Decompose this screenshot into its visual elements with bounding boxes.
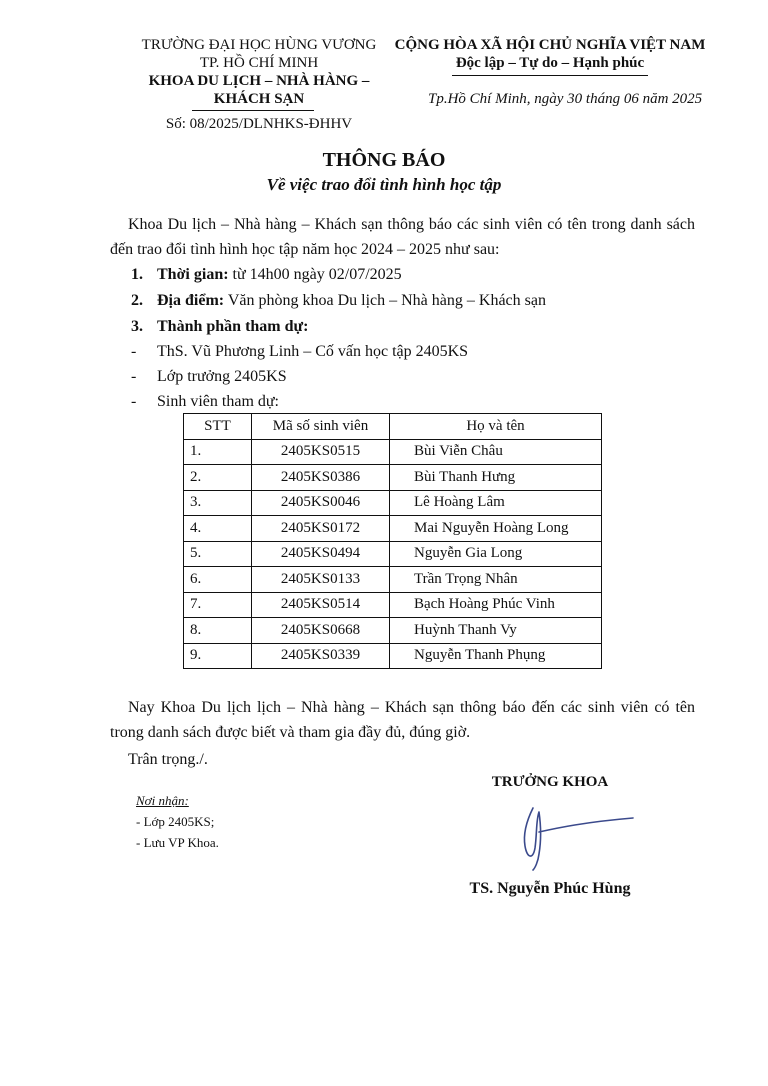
header-student-id: Mã số sinh viên xyxy=(252,414,390,440)
row-full-name: Bạch Hoàng Phúc Vinh xyxy=(390,592,602,618)
faculty-name-line1: KHOA DU LỊCH – NHÀ HÀNG – xyxy=(148,73,370,89)
row-student-id: 2405KS0133 xyxy=(252,567,390,593)
recipients-label: Nơi nhận: xyxy=(136,793,189,808)
row-full-name: Lê Hoàng Lâm xyxy=(390,490,602,516)
row-student-id: 2405KS0339 xyxy=(252,643,390,669)
dash-bullet: - xyxy=(131,343,137,360)
dash-bullet: - xyxy=(131,368,137,385)
list-item-location xyxy=(0,288,768,313)
page-title: THÔNG BÁO xyxy=(322,149,446,171)
attendee-text: Lớp trưởng 2405KS xyxy=(157,368,287,385)
table-row xyxy=(184,439,602,465)
table-row xyxy=(184,592,602,618)
table-row xyxy=(184,465,602,491)
item-number: 1. xyxy=(131,266,143,283)
issuer-divider xyxy=(192,110,314,111)
recipients-block xyxy=(136,790,219,853)
row-full-name: Trần Trọng Nhân xyxy=(390,567,602,593)
closing-paragraph: Nay Khoa Du lịch lịch – Nhà hàng – Khách sạn thông báo đến các sinh viên có tên trong danh sách được biết và tham gia đầy đủ, đúng giờ. xyxy=(110,699,695,741)
row-full-name: Bùi Viễn Châu xyxy=(390,439,602,465)
row-stt: 2. xyxy=(184,465,252,491)
table-row xyxy=(184,567,602,593)
nation-title: CỘNG HÒA XÃ HỘI CHỦ NGHĨA VIỆT NAM xyxy=(394,37,706,53)
row-stt: 7. xyxy=(184,592,252,618)
motto-divider xyxy=(452,75,648,76)
attendee-text: ThS. Vũ Phương Linh – Cố vấn học tập 2405KS xyxy=(157,343,469,360)
row-student-id: 2405KS0668 xyxy=(252,618,390,644)
table-row xyxy=(184,643,602,669)
item-label: Địa điểm: xyxy=(157,292,225,309)
regards-text: Trân trọng./. xyxy=(128,751,208,768)
table-row xyxy=(184,516,602,542)
row-full-name: Nguyễn Thanh Phụng xyxy=(390,643,602,669)
row-stt: 9. xyxy=(184,643,252,669)
row-student-id: 2405KS0172 xyxy=(252,516,390,542)
university-name: TRƯỜNG ĐẠI HỌC HÙNG VƯƠNG xyxy=(141,37,377,53)
item-label: Thành phần tham dự: xyxy=(157,318,309,335)
signature-mark xyxy=(505,802,640,872)
list-item-time xyxy=(0,262,768,287)
row-full-name: Huỳnh Thanh Vy xyxy=(390,618,602,644)
document-number: Số: 08/2025/DLNHKS-ĐHHV xyxy=(165,116,353,132)
recipient-line: - Lưu VP Khoa. xyxy=(136,835,219,850)
list-item-participants xyxy=(0,314,768,339)
item-label: Thời gian: xyxy=(157,266,229,283)
item-number: 3. xyxy=(131,318,143,335)
row-student-id: 2405KS0386 xyxy=(252,465,390,491)
student-table xyxy=(183,413,602,669)
faculty-name-line2: KHÁCH SẠN xyxy=(213,91,305,107)
dash-bullet: - xyxy=(131,393,137,410)
item-value: từ 14h00 ngày 02/07/2025 xyxy=(228,266,402,283)
row-full-name: Bùi Thanh Hưng xyxy=(390,465,602,491)
signer-position: TRƯỞNG KHOA xyxy=(491,774,609,790)
signer-name: TS. Nguyễn Phúc Hùng xyxy=(469,880,631,897)
place-date: Tp.Hồ Chí Minh, ngày 30 tháng 06 năm 2025 xyxy=(428,91,703,107)
row-stt: 4. xyxy=(184,516,252,542)
intro-paragraph: Khoa Du lịch – Nhà hàng – Khách sạn thông báo các sinh viên có tên trong danh sách đến trao đổi tình hình học tập năm học 2024 – 2025 như sau: xyxy=(110,216,695,258)
university-city: TP. HỒ CHÍ MINH xyxy=(199,55,319,71)
table-header-row xyxy=(184,414,602,440)
row-stt: 1. xyxy=(184,439,252,465)
row-stt: 6. xyxy=(184,567,252,593)
issuer-header xyxy=(100,36,418,108)
row-stt: 8. xyxy=(184,618,252,644)
attendee-class-monitor xyxy=(0,364,768,389)
attendee-advisor xyxy=(0,339,768,364)
table-row xyxy=(184,618,602,644)
attendee-text: Sinh viên tham dự: xyxy=(157,393,279,410)
row-stt: 5. xyxy=(184,541,252,567)
national-header xyxy=(380,36,720,72)
header-full-name: Họ và tên xyxy=(390,414,602,440)
row-student-id: 2405KS0515 xyxy=(252,439,390,465)
header-stt: STT xyxy=(184,414,252,440)
row-student-id: 2405KS0514 xyxy=(252,592,390,618)
page-subtitle: Về việc trao đổi tình hình học tập xyxy=(266,175,502,194)
row-full-name: Nguyễn Gia Long xyxy=(390,541,602,567)
attendee-students xyxy=(0,389,768,414)
row-full-name: Mai Nguyễn Hoàng Long xyxy=(390,516,602,542)
row-student-id: 2405KS0046 xyxy=(252,490,390,516)
row-stt: 3. xyxy=(184,490,252,516)
recipient-line: - Lớp 2405KS; xyxy=(136,814,215,829)
national-motto: Độc lập – Tự do – Hạnh phúc xyxy=(455,55,645,71)
item-value: Văn phòng khoa Du lịch – Nhà hàng – Khách sạn xyxy=(224,292,546,309)
row-student-id: 2405KS0494 xyxy=(252,541,390,567)
table-row xyxy=(184,490,602,516)
table-row xyxy=(184,541,602,567)
item-number: 2. xyxy=(131,292,143,309)
